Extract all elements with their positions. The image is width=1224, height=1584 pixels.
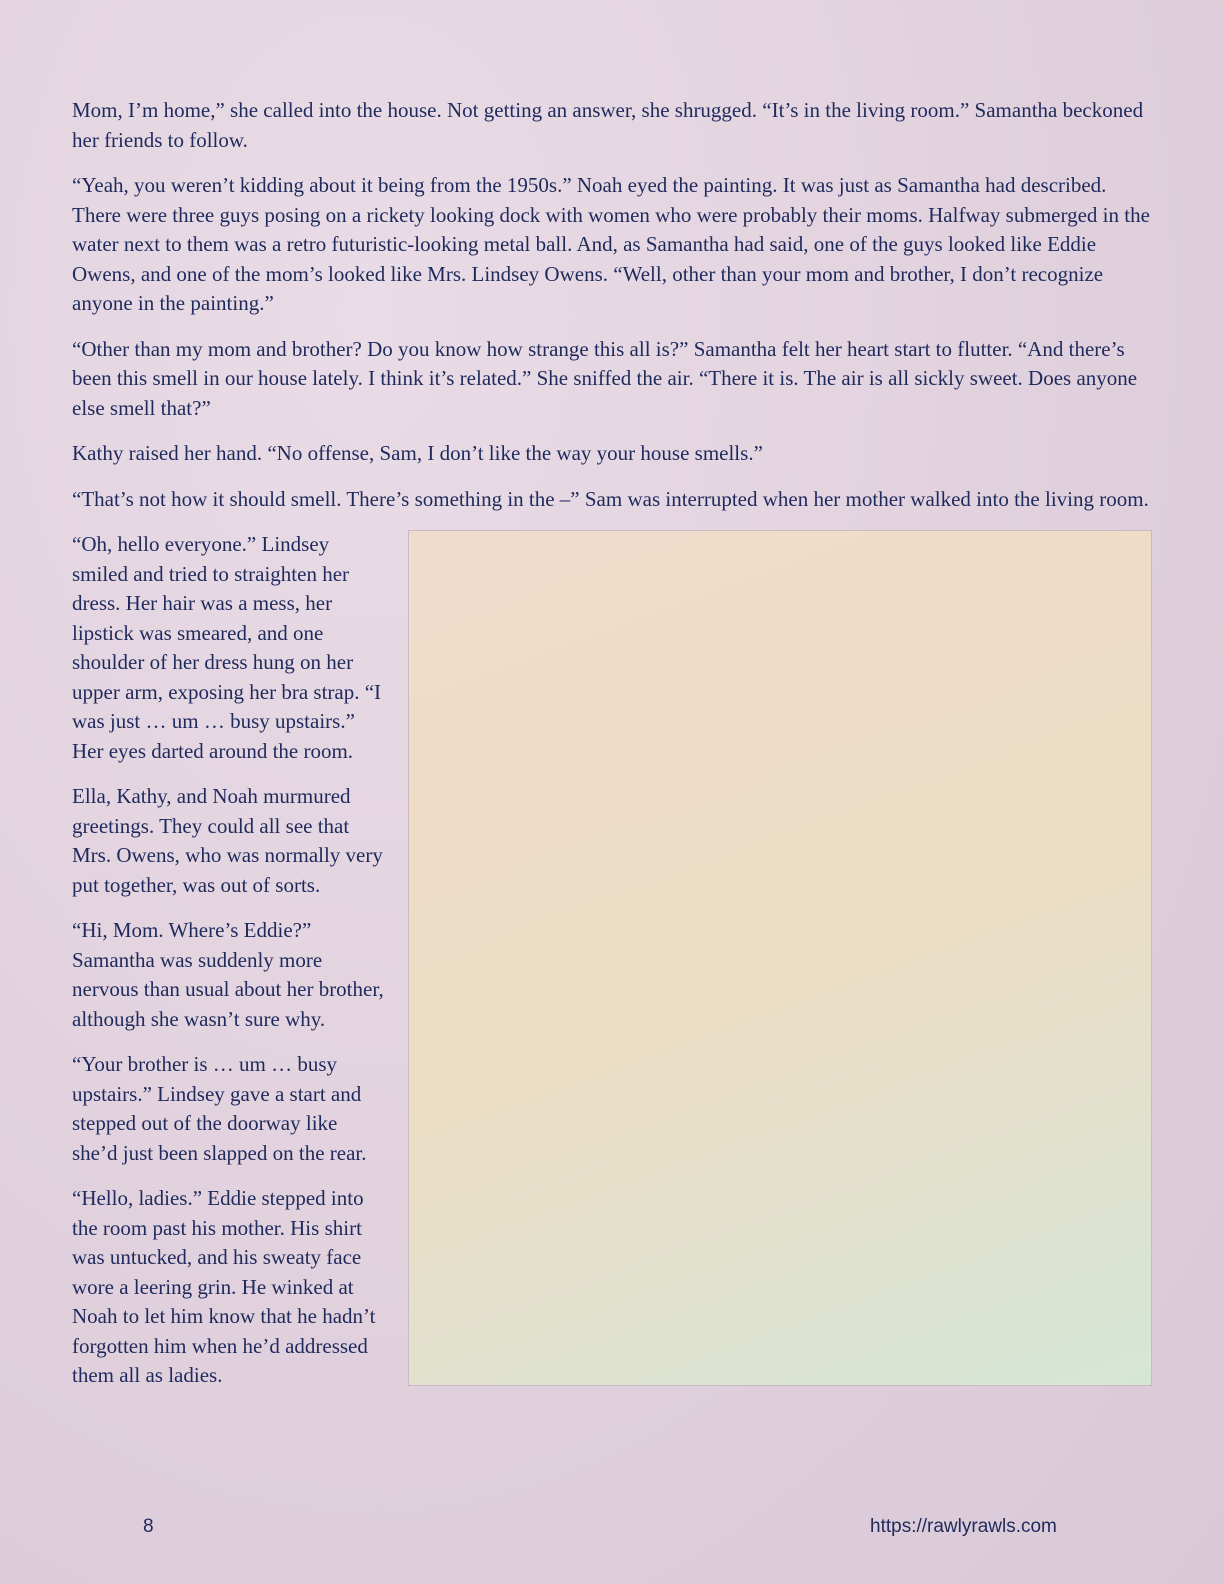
paragraph: Ella, Kathy, and Noah murmured greetings. They could all see that Mrs. Owens, who was normally very put together, was out of sorts. [72, 784, 383, 897]
page-body [72, 96, 1152, 1407]
illustration-placeholder [408, 530, 1152, 1386]
paragraph: “Yeah, you weren’t kidding about it being from the 1950s.” Noah eyed the painting. It was just as Samantha had described. There were three guys posing on a rickety looking dock with women who were probably their moms. Halfway submerged in the water next to them was a retro futuristic-looking metal ball. And, as Samantha had said, one of the guys looked like Eddie Owens, and one of the mom’s looked like Mrs. Lindsey Owens. “Well, other than your mom and brother, I don’t recognize anyone in the painting.” [72, 173, 1150, 315]
footer-url[interactable]: https://rawlyrawls.com [870, 1516, 1057, 1537]
paragraph: “That’s not how it should smell. There’s something in the –” Sam was interrupted when her mother walked into the living room. [72, 486, 1149, 511]
paragraph: “Hi, Mom. Where’s Eddie?” Samantha was suddenly more nervous than usual about her brother, although she wasn’t sure why. [72, 918, 384, 1031]
paragraph: “Your brother is … um … busy upstairs.” Lindsey gave a start and stepped out of the doorway like she’d just been slapped on the rear. [72, 1052, 367, 1165]
paragraph: “Oh, hello everyone.” Lindsey smiled and tried to straighten her dress. Her hair was a mess, her lipstick was smeared, and one shoulder of her dress hung on her upper arm, exposing her bra strap. “I was just … um … busy upstairs.” Her eyes darted around the room. [72, 532, 382, 763]
paragraph: “Hello, ladies.” Eddie stepped into the room past his mother. His shirt was untucked, and his sweaty face wore a leering grin. He winked at Noah to let him know that he hadn’t forgotten him when he’d addressed them all as ladies. [72, 1186, 376, 1387]
paragraph: Mom, I’m home,” she called into the house. Not getting an answer, she shrugged. “It’s in the living room.” Samantha beckoned her friends to follow. [72, 98, 1144, 152]
page-number: 8 [143, 1516, 154, 1537]
wrapped-text-block [72, 530, 1152, 1391]
paragraph: “Other than my mom and brother? Do you know how strange this all is?” Samantha felt her heart start to flutter. “And there’s been this smell in our house lately. I think it’s related.” She sniffed the air. “There it is. The air is all sickly sweet. Does anyone else smell that?” [72, 336, 1138, 420]
paragraph: Kathy raised her hand. “No offense, Sam, I don’t like the way your house smells.” [72, 441, 763, 465]
